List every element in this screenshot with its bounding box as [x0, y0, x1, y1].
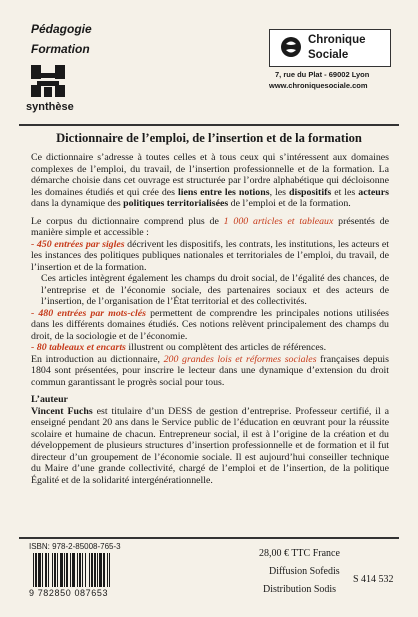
series-label-formation: Formation — [31, 42, 90, 56]
author-heading: L’auteur — [31, 394, 68, 405]
back-cover-text — [31, 152, 389, 486]
intro-paragraph: Ce dictionnaire s’adresse à toutes celles et à tous ceux qui s’intéressent aux domaines complexes de l’emploi, du travail, de l’insertion professionnelle et de la formation. La démarche choisie dans cet ouvrage est structurée par l’ordre alphabétique qui décloisonne les domaines étudiés et qui crée des liens entre les notions, les dispositifs et les acteurs dans la dynamique des politiques territorialisées de l’emploi et de la formation. — [31, 152, 389, 209]
collection-name: synthèse — [26, 101, 74, 113]
publisher-logo-box — [269, 29, 391, 67]
book-title: Dictionnaire de l’emploi, de l’insertion et de la formation — [56, 131, 362, 145]
publisher-address: 7, rue du Plat - 69002 Lyon — [275, 70, 370, 79]
chronique-sociale-logo-icon — [280, 36, 302, 58]
isbn: ISBN: 978-2-85008-765-3 — [29, 542, 121, 551]
series-label-pedagogie: Pédagogie — [31, 22, 92, 36]
barcode-block — [29, 542, 133, 598]
publisher-name-line2: Sociale — [308, 49, 349, 61]
bullet-tableaux: - 80 tableaux et encarts illustrent ou complètent des articles de références. — [31, 342, 327, 353]
author-bio: Vincent Fuchs est titulaire d’un DESS de gestion d’entreprise. Professeur certifié, il a enseigné pendant 20 ans dans le Service public de l’éducation en œuvrant pour la réussite scolaire et humaine de chacun. Entrepreneur social, il est à l’origine de la création et du développement de plusieurs structures d’insertion professionnelle et de formation et il fut directeur d’un groupement de l’économie sociale. Il est aujourd’hui conseiller technique du Maire d’une grande collectivité, chargé de l’emploi et de l’insertion, de la politique Égalité et de la solidarité intergénérationnelle. — [31, 405, 389, 486]
reference-code: S 414 532 — [353, 574, 394, 585]
divider-top — [19, 124, 399, 126]
divider-bottom — [19, 537, 399, 539]
barcode-digits: 9 782850 087653 — [29, 588, 109, 598]
synthese-glyph-icon — [29, 63, 67, 99]
annex-paragraph: En introduction au dictionnaire, 200 grandes lois et réformes sociales françaises depuis 1804 sont présentées, pour inscrire le lecteur dans une dynamique d’extension du droit commun garantissant le progrès social pour tous. — [31, 353, 389, 388]
distribution: Distribution Sodis — [263, 584, 337, 595]
diffusion: Diffusion Sofedis — [269, 566, 340, 577]
publisher-name-line1: Chronique — [308, 34, 366, 46]
corpus-paragraph: Le corpus du dictionnaire comprend plus de 1 000 articles et tableaux présentés de manière simple et accessible : — [31, 215, 390, 238]
price: 28,00 € TTC France — [259, 548, 340, 559]
bullet-sigles: - 450 entrées par sigles décrivent les dispositifs, les contrats, les institutions, les acteurs et les instances des politiques publiques nationales et territoriales de l’emploi, du travail, de l’insertion et de la formation. — [31, 238, 389, 273]
barcode-icon — [29, 553, 133, 588]
publisher-url[interactable]: www.chroniquesociale.com — [269, 81, 368, 90]
bullet-mots-cles: - 480 entrées par mots-clés permettent de comprendre les principales notions utilisées dans les différents domaines étudiés. Ces notions relèvent principalement des champs du droit, de la sociologie et de l’économie. — [31, 307, 389, 342]
articles-paragraph: Ces articles intègrent également les champs du droit social, de l’égalité des chances, de l’entreprise et de l’économie sociale, des partenaires sociaux et des acteurs de l’insertion, de l’organisation de l’État territorial et des collectivités. — [41, 273, 389, 307]
